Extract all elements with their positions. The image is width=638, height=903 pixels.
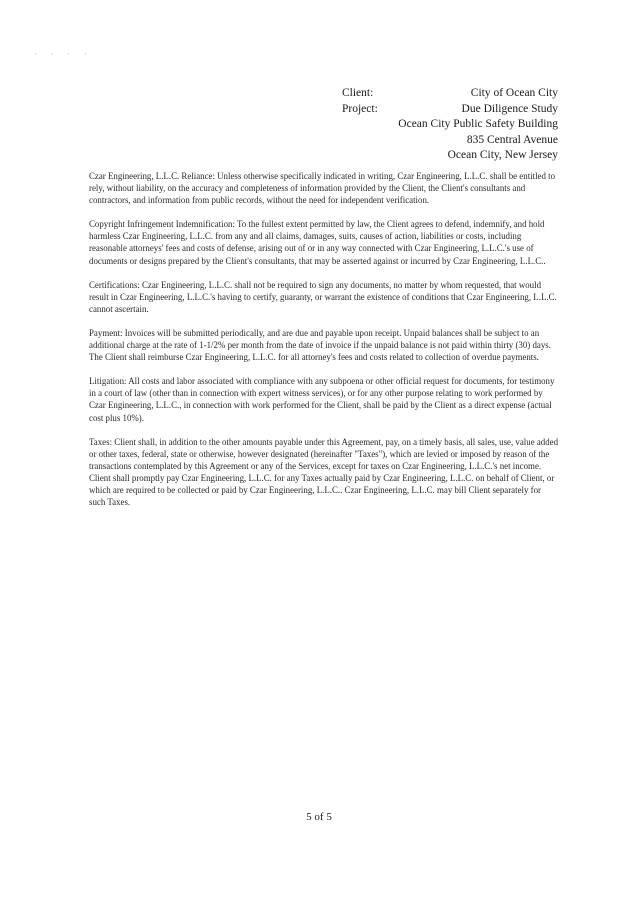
paragraph-certifications: Certifications: Czar Engineering, L.L.C. shall not be required to sign any documents, no matter by whom requested, that would result in Czar Engineering, L.L.C.'s having to certify, guaranty, or warrant the existence of conditions that Czar Engineering, L.L.C. cannot ascertain. [89,279,557,314]
address-line-street: 835 Central Avenue [466,133,558,146]
paragraph-payment: Payment: Invoices will be submitted periodically, and are due and payable upon receipt. Unpaid balances shall be subject to an additional charge at the rate of 1-1/2% per month from the date of invoice if the unpaid balance is not paid within thirty (30) days. The Client shall reimburse Czar Engineering, L.L.C. for all attorney's fees and costs related to collection of overdue payments. [89,327,551,363]
address-line-building: Ocean City Public Safety Building [398,118,558,130]
project-label: Project: [342,102,378,115]
paragraph-litigation: Litigation: All costs and labor associated with compliance with any subpoena or other official request for documents, for testimony in a court of law (other than in connection with expert witness services), or for any other purpose relating to work performed by Czar Engineering, L.L.C., in connection with work performed for the Client, shall be paid by the Client as a direct expense (actual cost plus 10%). [89,376,555,423]
paragraph-copyright-indemnification: Copyright Infringement Indemnification: To the fullest extent permitted by law, the Client agrees to defend, indemnify, and hold harmless Czar Engineering, L.L.C. from any and all claims, damages, suits, causes of action, liabilities or costs, including reasonable attorneys' fees and costs of defense, arising out of or in any way connected with Czar Engineering, L.L.C.'s use of documents or designs prepared by the Client's consultants, that may be asserted against or incurred by Czar Engineering, L.L.C.. [89,219,546,266]
client-row [342,86,558,102]
scan-artifact-marks: · · · · [34,50,93,59]
paragraph-taxes: Taxes: Client shall, in addition to the other amounts payable under this Agreement, pay, on a timely basis, all sales, use, value added or other taxes, federal, state or otherwise, however designated (hereinafter "Taxes"), which are levied or imposed by reason of the transactions contemplated by this Agreement or any of the Services, except for taxes on Czar Engineering, L.L.C.'s net income. Client shall promptly pay Czar Engineering, L.L.C. for any Taxes actually paid by Czar Engineering, L.L.C. on behalf of Client, or which are required to be collected or paid by Czar Engineering, L.L.C.. Czar Engineering, L.L.C. may bill Client separately for such Taxes. [89,436,559,508]
terms-body [89,170,559,520]
client-project-header [342,86,558,164]
page-number: 5 of 5 [306,811,332,823]
client-label: Client: [342,87,374,99]
project-value: Due Diligence Study [461,102,558,115]
address-line-city: Ocean City, New Jersey [447,149,558,161]
client-value: City of Ocean City [470,87,558,99]
project-row [342,102,558,118]
paragraph-reliance: Czar Engineering, L.L.C. Reliance: Unless otherwise specifically indicated in writing, Czar Engineering, L.L.C. shall be entitled to rely, without liability, on the accuracy and completeness of information provided by the Client, the Client's consultants and contractors, and information from public records, without the need for independent verification. [89,171,556,206]
